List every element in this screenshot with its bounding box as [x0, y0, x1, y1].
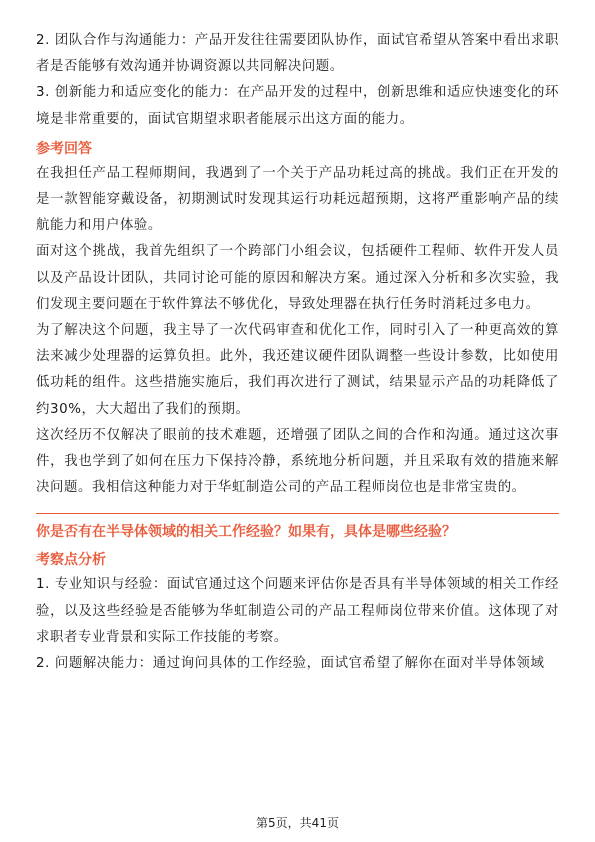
answer-paragraph: 在我担任产品工程师期间，我遇到了一个关于产品功耗过高的挑战。我们正在开发的是一款智能穿戴设备，初期测试时发现其运行功耗远超预期，这将严重影响产品的续航能力和用户体验。: [36, 165, 559, 234]
question-title: 你是否有在半导体领域的相关工作经验？如果有，具体是哪些经验？: [36, 524, 456, 541]
analysis-point: 1. 专业知识与经验：面试官通过这个问题来评估你是否具有半导体领域的相关工作经验，以及这些经验是否能够为华虹制造公司的产品工程师岗位带来价值。这体现了对求职者专业背景和实际工作技能的考察。: [36, 577, 559, 645]
point-innovation: 3. 创新能力和适应变化的能力：在产品开发的过程中，创新思维和适应快速变化的环境是非常重要的，面试官期望求职者能展示出这方面的能力。: [36, 85, 559, 127]
analysis-point: 2. 问题解决能力：通过询问具体的工作经验，面试官希望了解你在面对半导体领域: [36, 656, 545, 672]
answer-paragraph: 为了解决这个问题，我主导了一次代码审查和优化工作，同时引入了一种更高效的算法来减少处理器的运算负担。此外，我还建议硬件团队调整一些设计参数，比如使用低功耗的组件。这些措施实施后，我们再次进行了测试，结果显示产品的功耗降低了约30%，大大超出了我们的预期。: [36, 323, 559, 417]
section-divider: [36, 513, 559, 514]
point-teamwork: 2. 团队合作与沟通能力：产品开发往往需要团队协作，面试官希望从答案中看出求职者是否能够有效沟通并协调资源以共同解决问题。: [36, 33, 559, 75]
answer-paragraph: 这次经历不仅解决了眼前的技术难题，还增强了团队之间的合作和沟通。通过这次事件，我也学到了如何在压力下保持冷静，系统地分析问题，并且采取有效的措施来解决问题。我相信这种能力对于华虹制造公司的产品工程师岗位也是非常宝贵的。: [36, 427, 559, 496]
analysis-heading: 考察点分析: [36, 552, 106, 569]
page-number: 第5页，共41页: [256, 816, 339, 830]
answer-heading: 参考回答: [36, 140, 92, 157]
document-page: [36, 28, 559, 677]
answer-paragraph: 面对这个挑战，我首先组织了一个跨部门小组会议，包括硬件工程师、软件开发人员以及产品设计团队，共同讨论可能的原因和解决方案。通过深入分析和多次实验，我们发现主要问题在于软件算法不够优化，导致处理器在执行任务时消耗过多电力。: [36, 244, 559, 312]
